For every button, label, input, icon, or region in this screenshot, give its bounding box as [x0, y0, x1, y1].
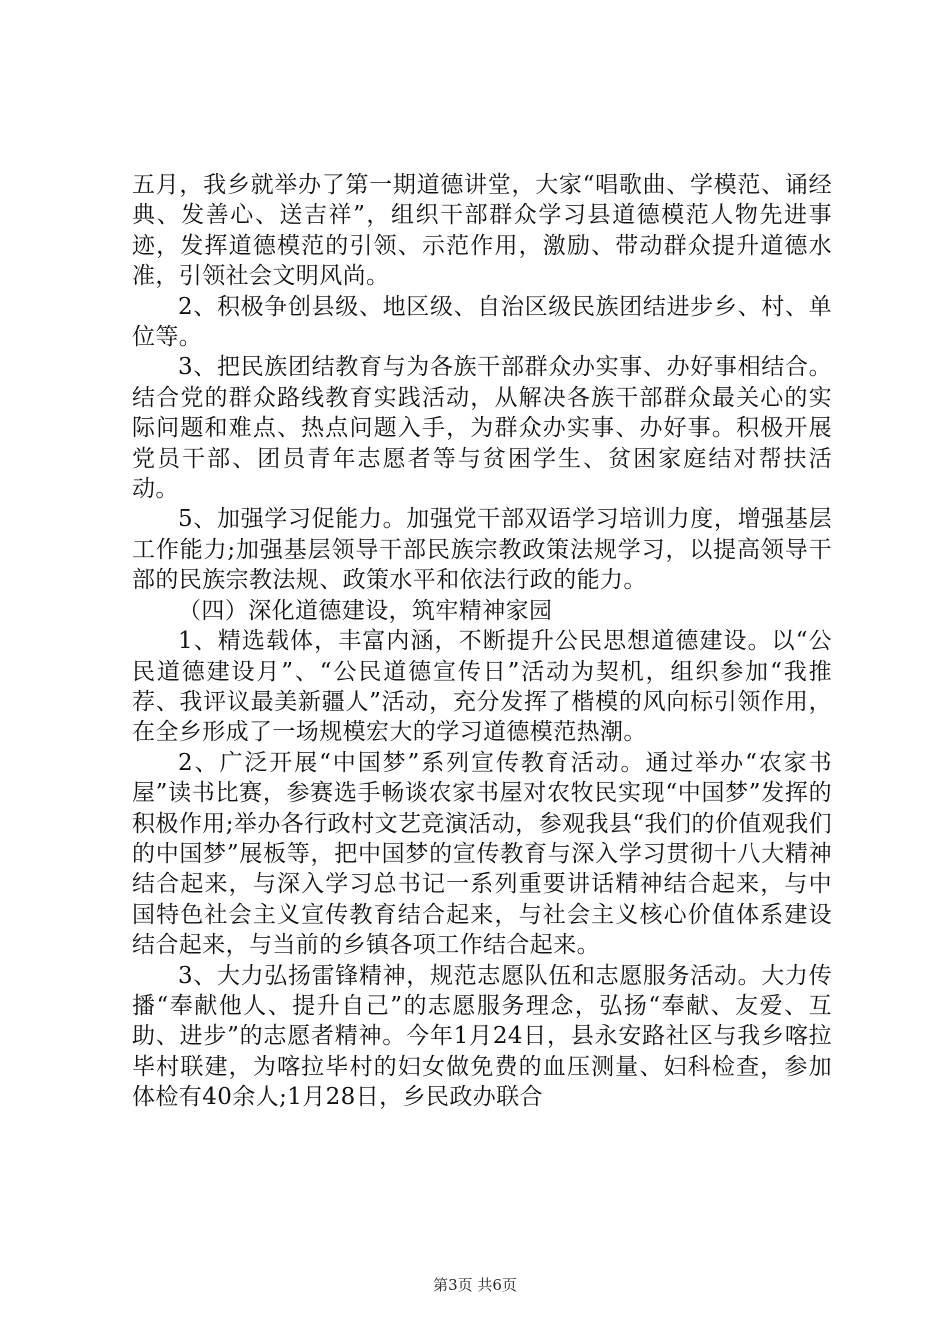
paragraph-item-3-unity-education: 3、把民族团结教育与为各族干部群众办实事、办好事相结合。结合党的群众路线教育实践活动，从解决各族干部群众最关心的实际问题和难点、热点问题入手，为群众办实事、办好事。积极开展党员干部、团员青年志愿者等与贫困学生、贫困家庭结对帮扶活动。: [132, 354, 832, 503]
paragraph-item-1-moral-building: 1、精选载体，丰富内涵，不断提升公民思想道德建设。以“公民道德建设月”、“公民道德宣传日”活动为契机，组织参加“我推荐、我评议最美新疆人”活动，充分发挥了楷模的风向标引领作用，在全乡形成了一场规模宏大的学习道德模范热潮。: [132, 628, 832, 746]
paragraph-item-3-lei-feng: 3、大力弘扬雷锋精神，规范志愿队伍和志愿服务活动。大力传播“奉献他人、提升自己”的志愿服务理念，弘扬“奉献、友爱、互助、进步”的志愿者精神。今年1月24日，县永安路社区与我乡喀拉毕村联建，为喀拉毕村的妇女做免费的血压测量、妇科检查，参加体检有40余人;1月28日，乡民政办联合: [132, 962, 832, 1111]
paragraph-item-5-learning: 5、加强学习促能力。加强党干部双语学习培训力度，增强基层工作能力;加强基层领导干部民族宗教政策法规学习，以提高领导干部的民族宗教法规、政策水平和依法行政的能力。: [132, 506, 832, 594]
page-number-footer: 第3页 共6页: [433, 1276, 517, 1294]
section-heading-four: （四）深化道德建设，筑牢精神家园: [178, 597, 553, 624]
paragraph-continuation: 五月，我乡就举办了第一期道德讲堂，大家“唱歌曲、学模范、诵经典、发善心、送吉祥”，组织干部群众学习县道德模范人物先进事迹，发挥道德模范的引领、示范作用，激励、带动群众提升道德水准，引领社会文明风尚。: [132, 172, 832, 290]
paragraph-item-2-county-unity: 2、积极争创县级、地区级、自治区级民族团结进步乡、村、单位等。: [132, 293, 832, 351]
paragraph-item-2-china-dream: 2、广泛开展“中国梦”系列宣传教育活动。通过举办“农家书屋”读书比赛，参赛选手畅谈农家书屋对农牧民实现“中国梦”发挥的积极作用;举办各行政村文艺竞演活动，参观我县“我们的价值观我们的中国梦”展板等，把中国梦的宣传教育与深入学习贯彻十八大精神结合起来，与深入学习总书记一系列重要讲话精神结合起来，与中国特色社会主义宣传教育结合起来，与社会主义核心价值体系建设结合起来，与当前的乡镇各项工作结合起来。: [132, 749, 832, 959]
document-body: [132, 170, 832, 1113]
